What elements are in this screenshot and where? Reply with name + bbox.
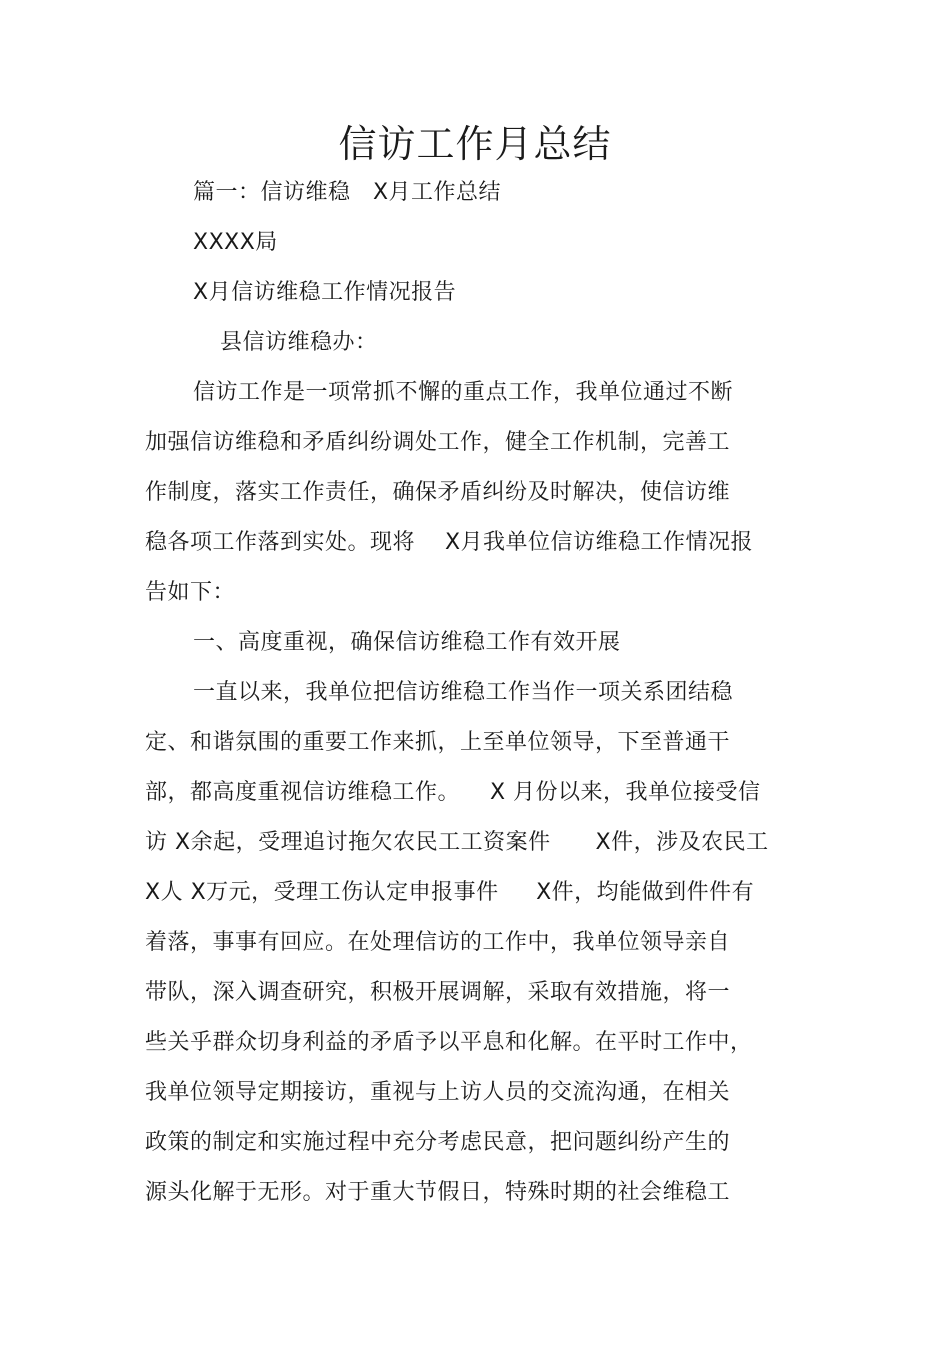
report-title: X月信访维稳工作情况报告 <box>193 280 457 305</box>
paragraph-line: 定、和谐氛围的重要工作来抓，上至单位领导，下至普通干 <box>145 730 731 755</box>
paragraph-line: 政策的制定和实施过程中充分考虑民意，把问题纠纷产生的 <box>145 1130 731 1155</box>
paragraph-line: 我单位领导定期接访，重视与上访人员的交流沟通，在相关 <box>145 1080 731 1105</box>
paragraph-line: 部，都高度重视信访维稳工作。 X 月份以来，我单位接受信 <box>145 780 761 805</box>
paragraph-line: 加强信访维稳和矛盾纠纷调处工作，健全工作机制，完善工 <box>145 430 731 455</box>
paragraph-line: 访 X余起，受理追讨拖欠农民工工资案件 X件，涉及农民工 <box>145 830 769 855</box>
section-one-heading: 一、高度重视，确保信访维稳工作有效开展 <box>193 630 621 655</box>
paragraph-line: 信访工作是一项常抓不懈的重点工作，我单位通过不断 <box>193 380 734 405</box>
paragraph-line: 告如下： <box>145 580 236 605</box>
bureau-name: XXXX局 <box>193 230 278 255</box>
paragraph-line: 源头化解于无形。对于重大节假日，特殊时期的社会维稳工 <box>145 1180 731 1205</box>
paragraph-line: 些关乎群众切身利益的矛盾予以平息和化解。在平时工作中， <box>145 1030 753 1055</box>
section-heading: 篇一：信访维稳 X月工作总结 <box>193 180 502 205</box>
document-title: 信访工作月总结 <box>338 122 612 166</box>
paragraph-line: 作制度，落实工作责任，确保矛盾纠纷及时解决，使信访维 <box>145 480 731 505</box>
recipient-line: 县信访维稳办： <box>220 330 378 355</box>
paragraph-line: 一直以来，我单位把信访维稳工作当作一项关系团结稳 <box>193 680 734 705</box>
paragraph-line: 稳各项工作落到实处。现将 X月我单位信访维稳工作情况报 <box>145 530 754 555</box>
paragraph-line: 着落，事事有回应。在处理信访的工作中，我单位领导亲自 <box>145 930 731 955</box>
paragraph-line: 带队，深入调查研究，积极开展调解，采取有效措施，将一 <box>145 980 731 1005</box>
paragraph-line: X人 X万元，受理工伤认定申报事件 X件，均能做到件件有 <box>145 880 755 905</box>
